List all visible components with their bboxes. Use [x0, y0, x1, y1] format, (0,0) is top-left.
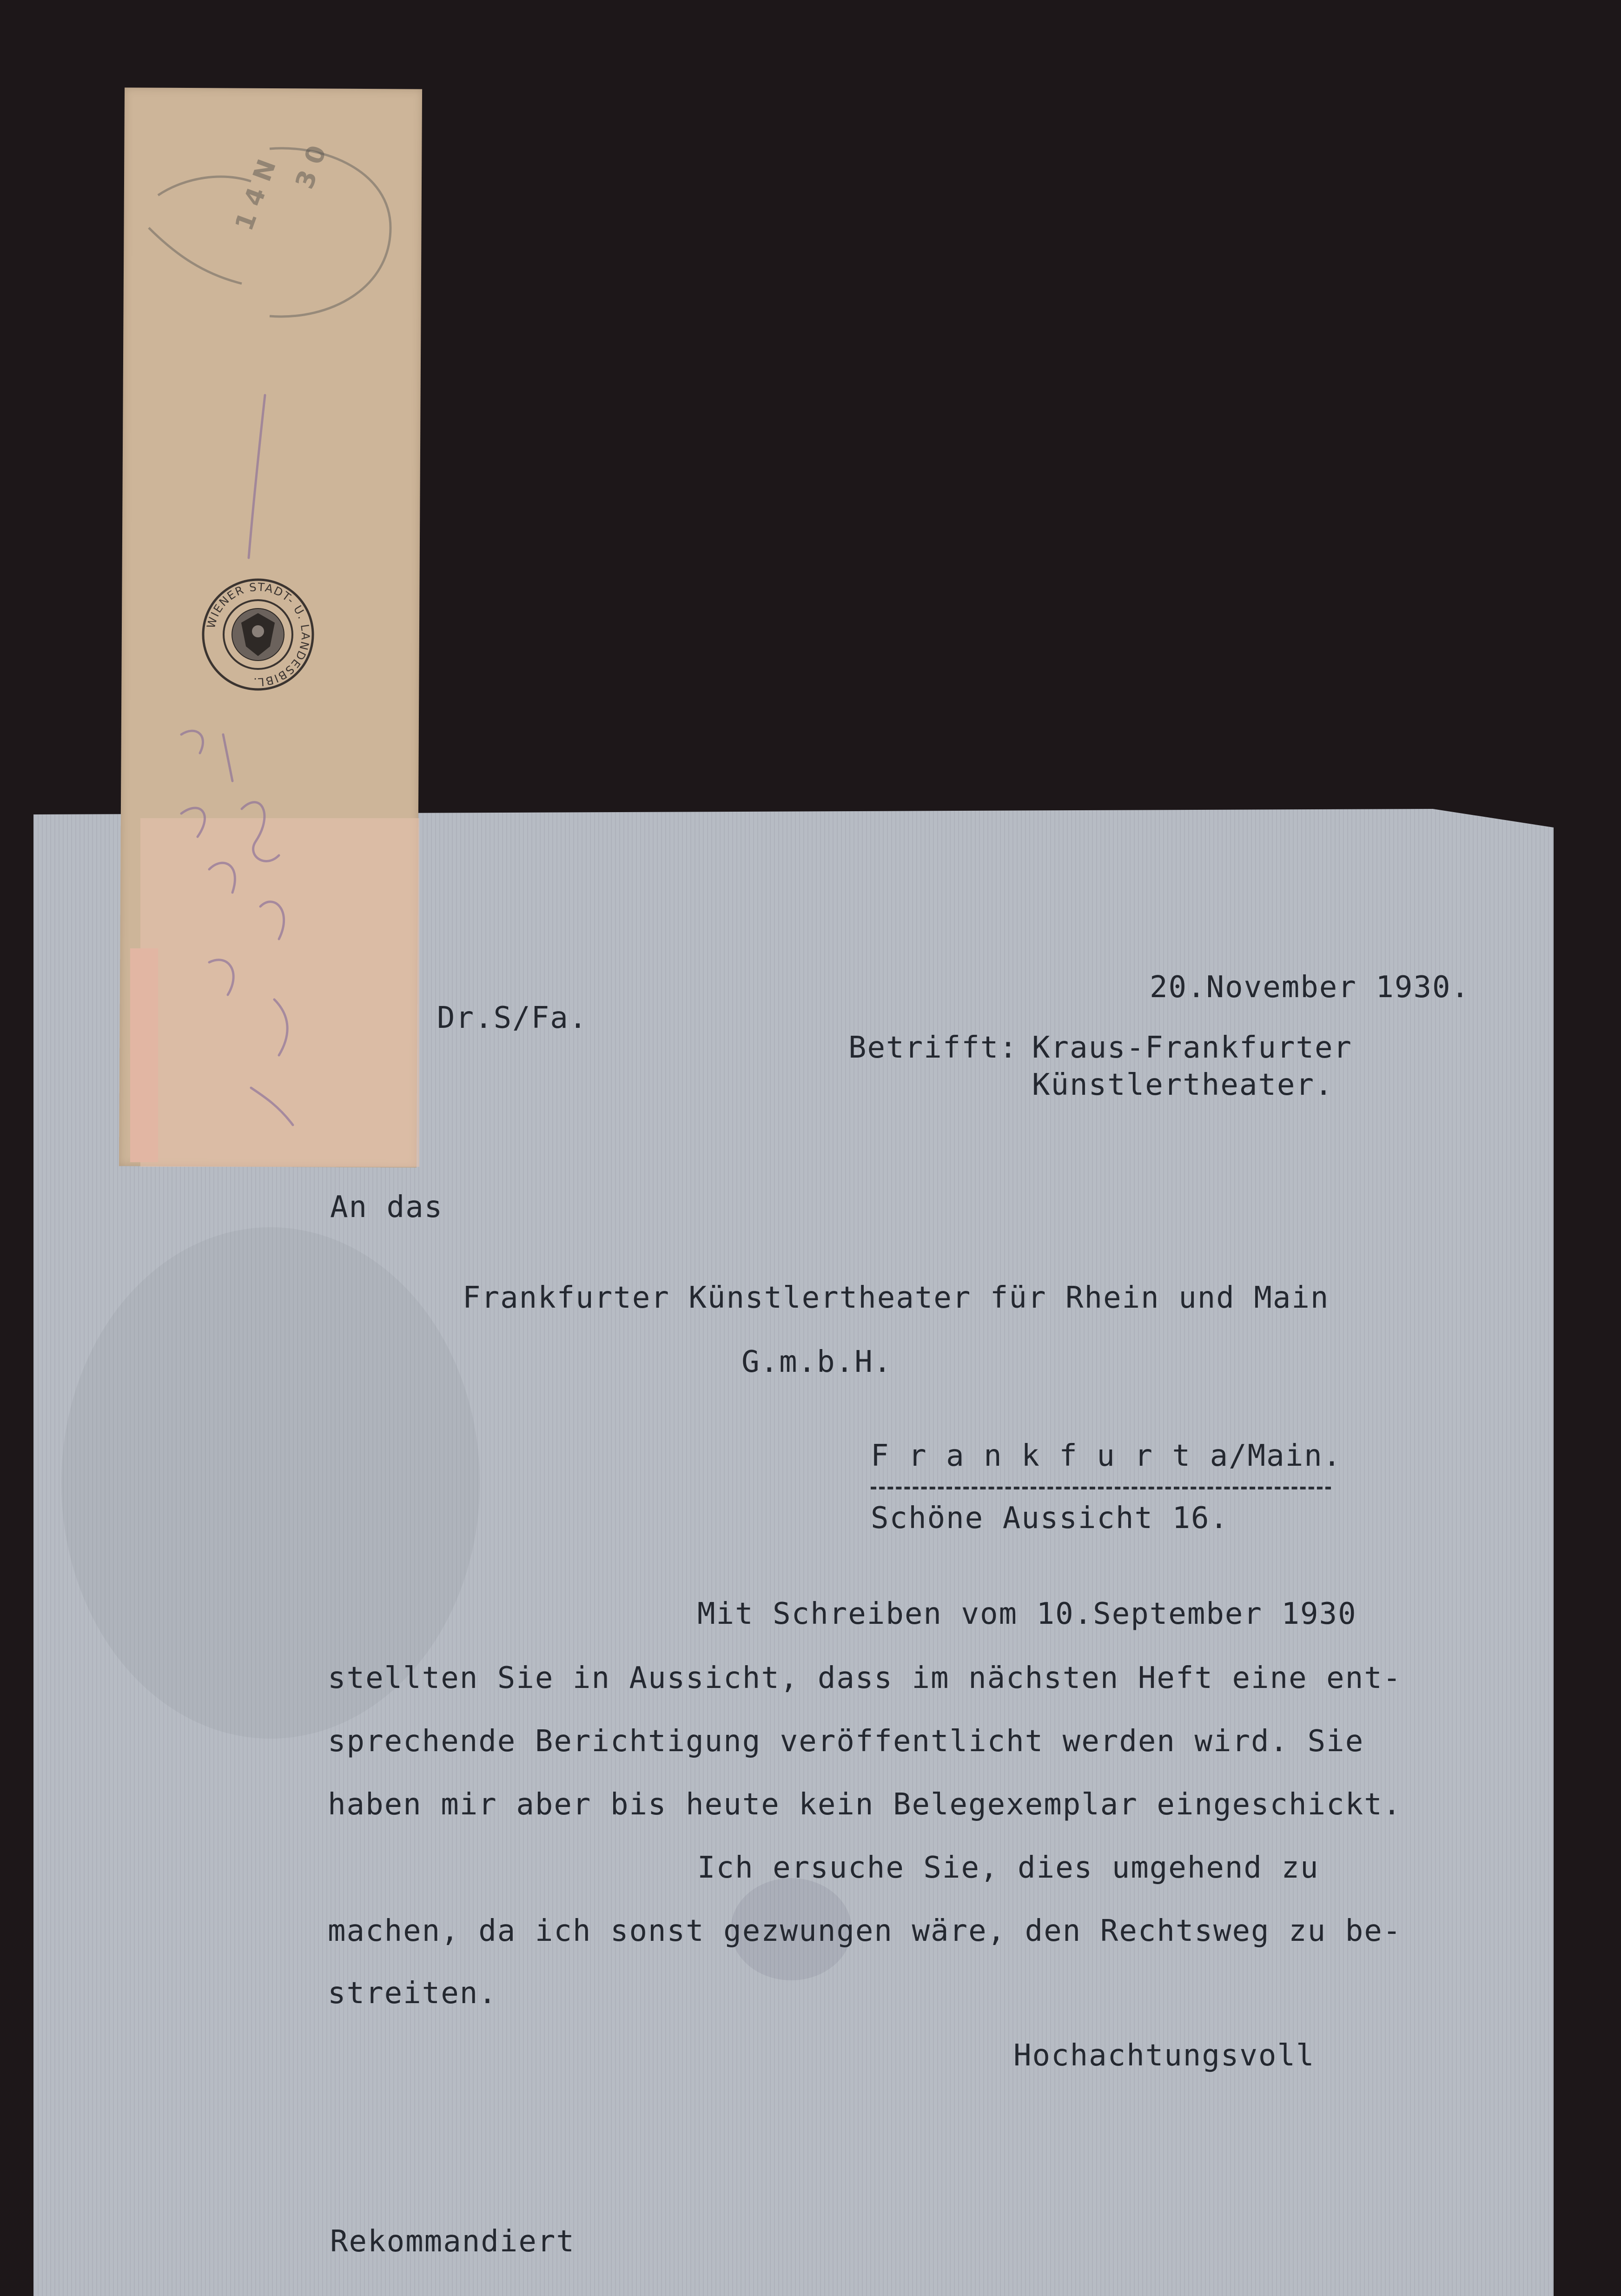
delivery-note: Rekommandiert [330, 2224, 575, 2259]
address-city: F r a n k f u r t a/Main. [871, 1439, 1342, 1473]
address-street: Schöne Aussicht 16. [871, 1501, 1229, 1535]
subject-line-1: Kraus-Frankfurter [1032, 1031, 1353, 1065]
pencil-annotations [153, 381, 349, 1153]
city-underline [871, 1487, 1331, 1489]
body-paragraph-1-line-3: sprechende Berichtigung veröffentlicht werden wird. Sie [328, 1724, 1364, 1759]
subject-label: Betrifft: [848, 1031, 1018, 1065]
body-paragraph-1-line-4: haben mir aber bis heute kein Belegexemplar eingeschickt. [328, 1787, 1402, 1822]
seal-text: WIENER STADT- U. LANDESBIBL. [204, 580, 312, 689]
postmark-stamp [130, 135, 400, 330]
library-seal-stamp [200, 576, 316, 693]
body-paragraph-2-line-1: Ich ersuche Sie, dies umgehend zu [697, 1851, 1319, 1885]
body-paragraph-1-line-1: Mit Schreiben vom 10.September 1930 [697, 1597, 1357, 1631]
letter-date: 20.November 1930. [1150, 970, 1470, 1005]
address-salutation: An das [330, 1190, 443, 1224]
body-paragraph-2-line-3: streiten. [328, 1976, 497, 2011]
subject-line-2: Künstlertheater. [1032, 1068, 1334, 1102]
company-name-line-1: Frankfurter Künstlertheater für Rhein und Main [463, 1281, 1330, 1315]
svg-text:3 0: 3 0 [290, 141, 332, 193]
reference-code: Dr.S/Fa. [437, 1001, 588, 1035]
company-name-line-2: G.m.b.H. [741, 1345, 893, 1379]
body-paragraph-2-line-2: machen, da ich sonst gezwungen wäre, den Rechtsweg zu be- [328, 1914, 1402, 1948]
body-paragraph-1-line-2: stellten Sie in Aussicht, dass im nächsten Heft eine ent- [328, 1661, 1402, 1695]
svg-text:1 4 N: 1 4 N [229, 155, 282, 235]
closing-phrase: Hochachtungsvoll [1013, 2038, 1315, 2073]
